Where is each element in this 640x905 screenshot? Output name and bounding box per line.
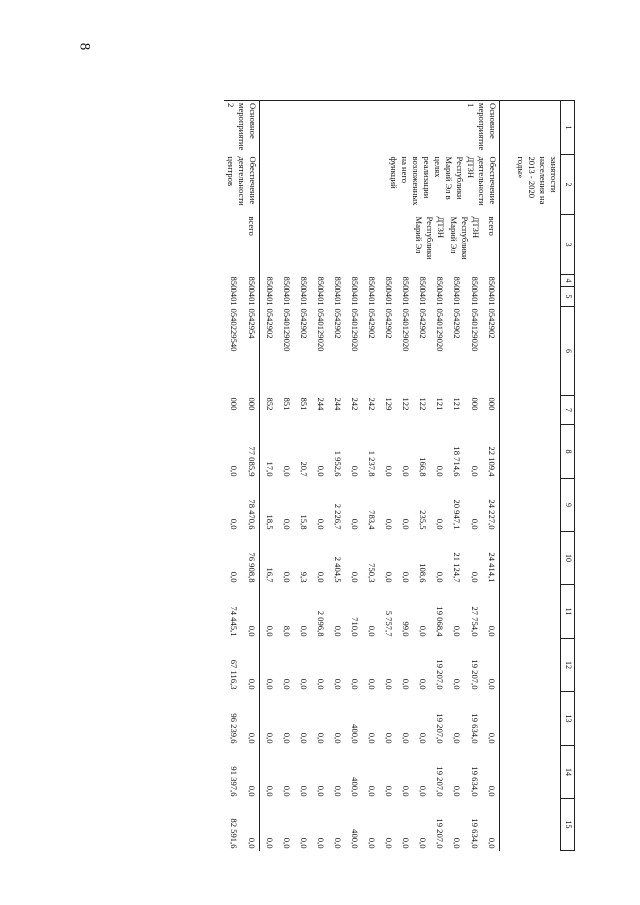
table-row: 850 0401 0540129020 242 0,0 0,0 0,0 710,0 0,0 400,0 400,0 400,0 [350,276,360,849]
table-row: 850 0401 0542902 244 1 952,6 2 226,7 2 404,5 0,0 0,0 0,0 0,0 0,0 [328,101,345,851]
table-row: 850 0401 0542902 852 17,0 18,5 16,7 0,0 0,0 0,0 0,0 0,0 [260,101,278,851]
col-header: 11 [561,585,575,639]
column-numbers-row [561,101,575,851]
measure-description: Обеспечение деятельности ДТЗН Республики Марий Эл в целях реализации возложенных на него функций [345,155,500,215]
col-header: 5 [561,287,575,307]
table-row: 850 0401 0542902 129 0,0 0,0 0,0 5 757,7 0,0 0,0 0,0 0,0 [384,276,394,849]
col-header: 13 [561,692,575,746]
col-header: 9 [561,479,575,532]
col-header: 14 [561,746,575,799]
budget-table [224,100,575,851]
table-row: 850 0401 0540129020 851 0,0 0,0 0,0 8,0 0,0 0,0 0,0 0,0 [277,101,294,851]
table-row: 850 0401 0540129020 244 0,0 0,0 0,0 2 096,8 0,0 0,0 0,0 0,0 [311,101,328,851]
table-row: 850 0401 0542902 851 20,7 15,8 9,3 0,0 0,0 0,0 0,0 0,0 [294,101,311,851]
col-header: 4 [561,275,575,287]
table-row: Основное мероприятие 1 Обеспечение деятельности ДТЗН Республики Марий Эл в целях реализации возложенных на него функций всего 850 0401 0542902 000 22 109,4 24 227,0 24 414,1 0,0 0,0 0,0 0,0 0,0 [482,101,500,851]
table-row: 850 0401 0540229540 000 0,0 0,0 0,0 74 445,1 67 116,3 96 239,6 91 397,6 82 591,6 [229,276,240,849]
col-header: 1 [561,101,575,155]
continuation-text: занятости населения на 2013 - 2020 годы» [516,156,559,205]
table-row: 850 0401 0542902 121 18 714,6 20 947,1 21 124,7 0,0 0,0 0,0 0,0 0,0 [452,276,463,849]
measure-description: Обеспечение деятельности центров [224,155,260,215]
col-header: 6 [561,307,575,396]
table-row: 850 0401 0540129020 122 0,0 0,0 0,0 99,0 0,0 0,0 0,0 0,0 [401,276,411,849]
measure-label: Основное мероприятие 2 [224,101,260,155]
table-row: ДТЗН Республики Марий Эл 850 0401 0540129020 000 0,0 0,0 0,0 27 754,0 19 207,0 19 634,0 19 634,0 19 634,0 [449,216,481,849]
col-header: 10 [561,532,575,585]
col-header: 7 [561,396,575,425]
col-header: 15 [561,799,575,851]
rotated-table-area [95,100,575,849]
table-row: ДТЗН Республики Марий Эл 850 0401 0540129020 121 0,0 0,0 0,0 19 068,4 19 207,0 19 207,0 19 207,0 19 207,0 [414,216,446,849]
table-row: Основное мероприятие 2 Обеспечение деятельности центров всего 850 0401 0542954 000 77 085,9 78 470,6 76 908,8 0,0 0,0 0,0 0,0 0,0 [242,101,260,851]
page-number: 8 [76,42,93,51]
col-header: 2 [561,155,575,215]
table-row: 850 0401 0542902 122 166,8 235,5 108,6 0,0 0,0 0,0 0,0 0,0 [418,276,428,849]
col-header: 12 [561,639,575,692]
continuation-row [500,101,561,851]
measure-label: Основное мероприятие 1 [345,101,500,155]
col-header: 8 [561,425,575,479]
col-header: 3 [561,215,575,275]
table-row: 850 0401 0542902 242 1 237,8 783,4 750,3 0,0 0,0 0,0 0,0 0,0 [367,276,377,849]
